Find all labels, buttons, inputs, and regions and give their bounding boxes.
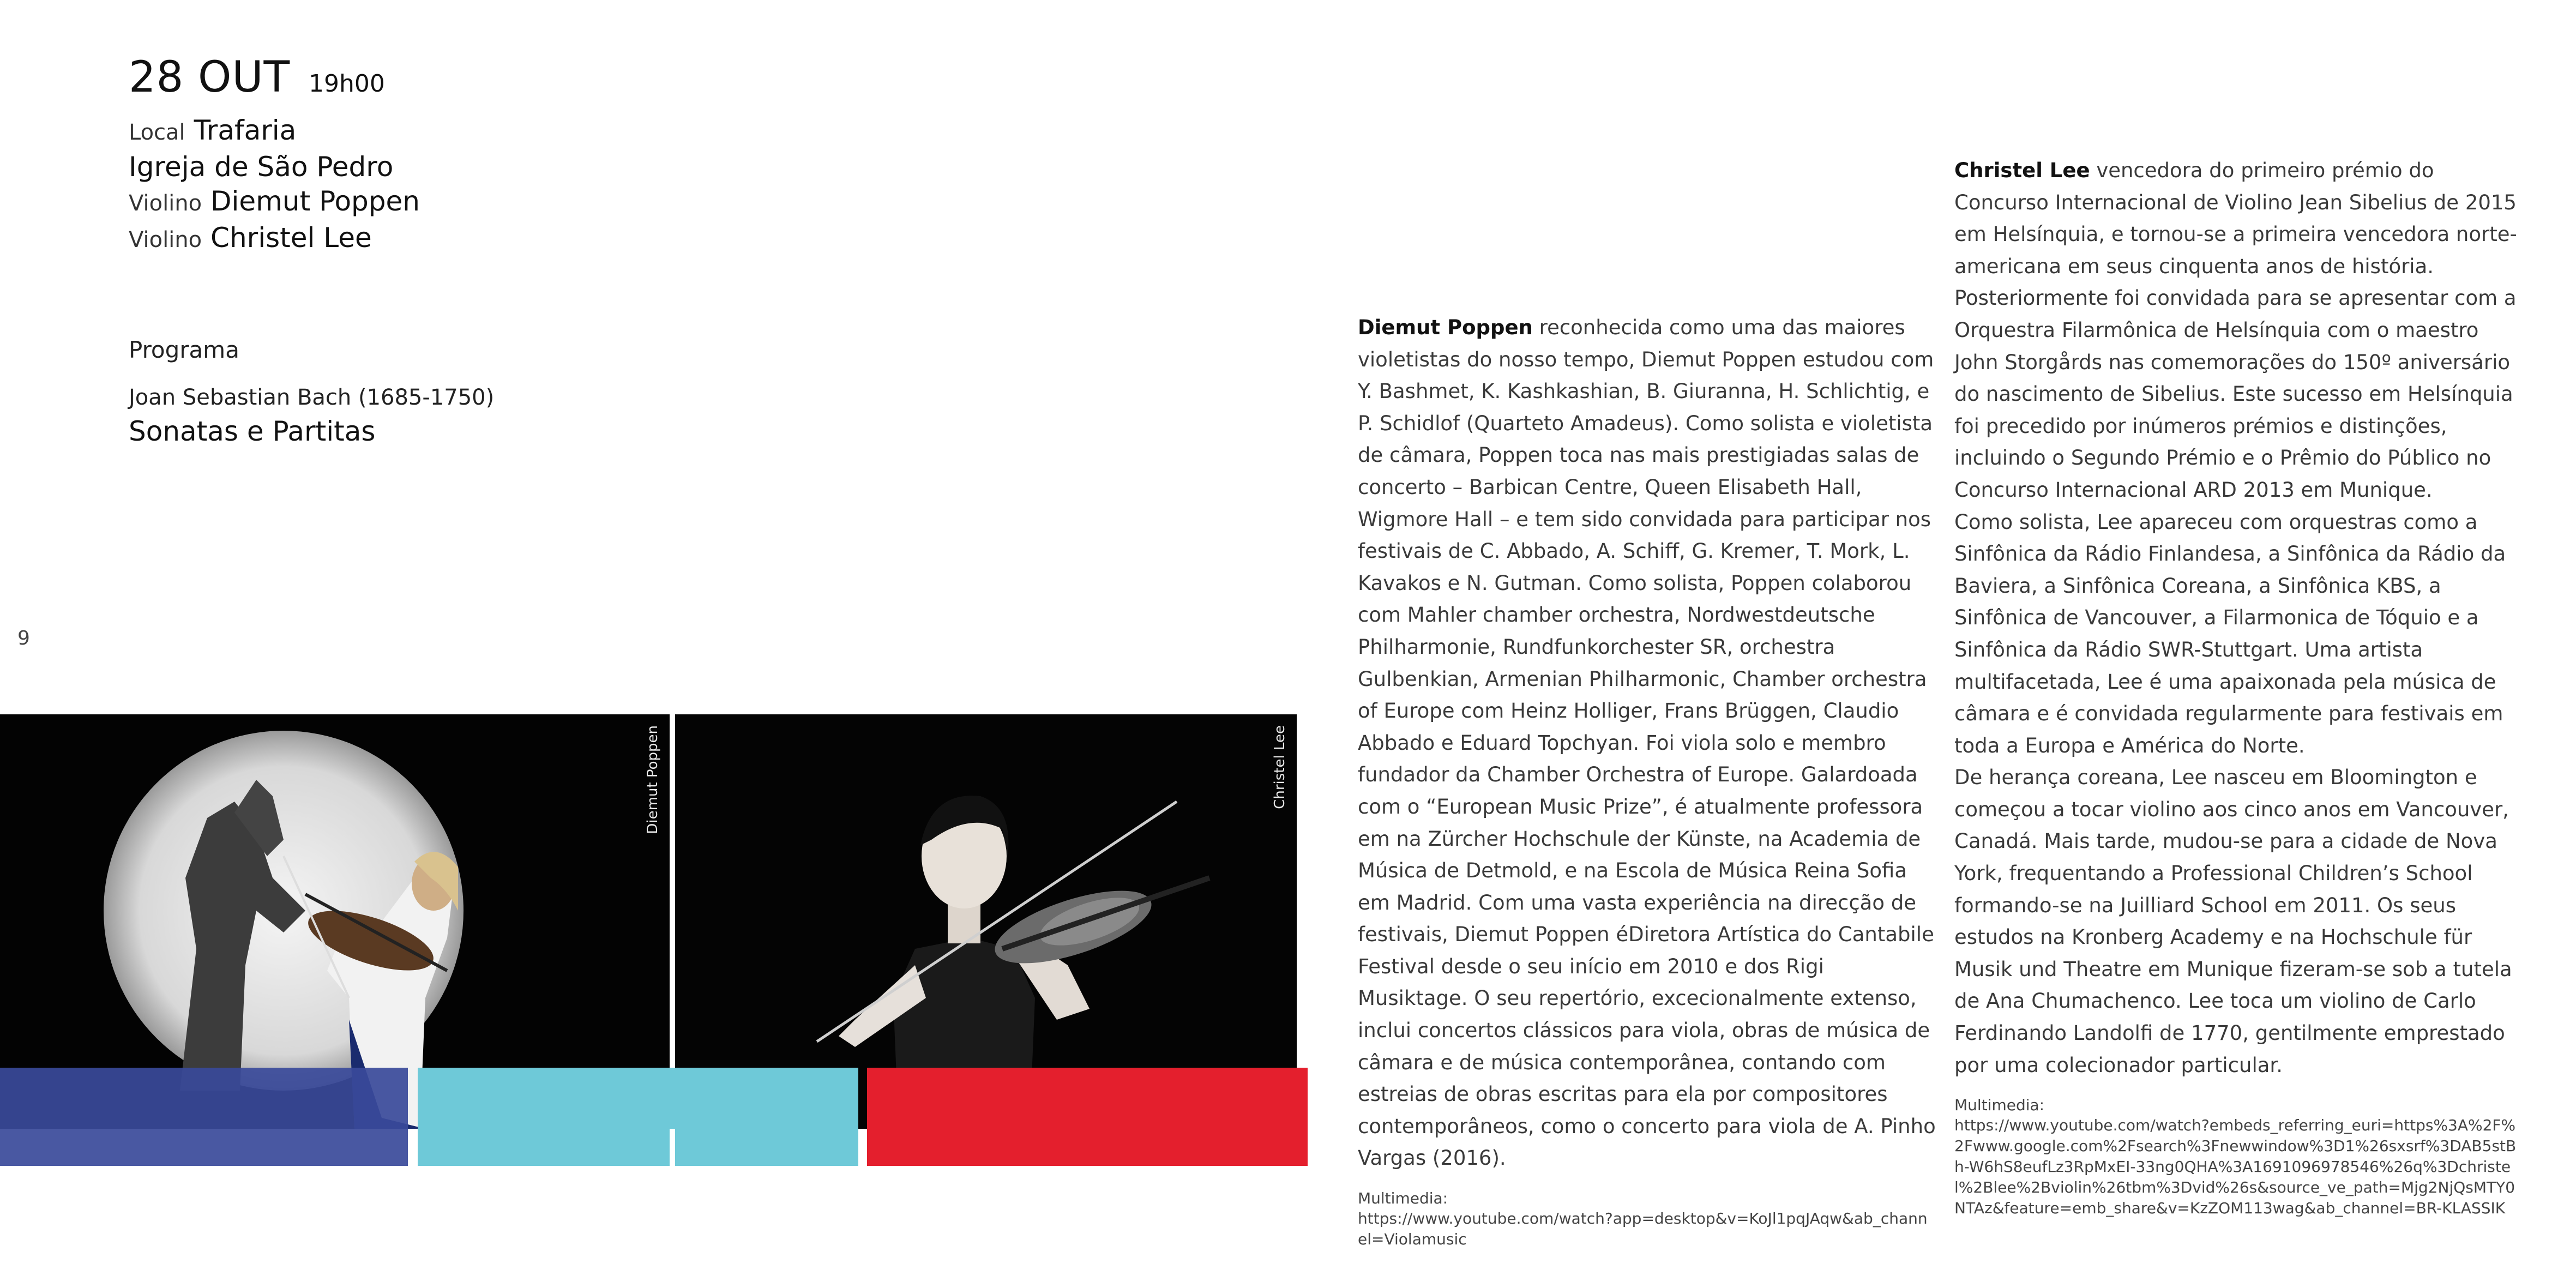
- bio-lee-p1: [1954, 155, 2521, 507]
- photo-1-illustration: [0, 714, 670, 1129]
- bio-lee-p2: Como solista, Lee apareceu com orquestras como a Sinfônica da Rádio Finlandesa, a Sinfônica da Rádio da Baviera, a Sinfônica Coreana, a Sinfônica KBS, a Sinfônica de Vancouver, a Filarmonica de Tóquio e a Sinfônica da Rádio SWR-Stuttgart. Uma artista multifacetada, Lee é uma apaixonada pela música de câmara e é convidada regularmente para festivais em toda a Europa e América do Norte.: [1954, 510, 2506, 757]
- location-label: Local: [129, 120, 185, 145]
- event-info: [129, 48, 420, 257]
- photo-1-credit: Diemut Poppen: [645, 725, 661, 834]
- decorative-bar-red: [867, 1068, 1308, 1166]
- photo-christel-lee: [675, 714, 1297, 1129]
- photo-2-credit: Christel Lee: [1272, 725, 1288, 809]
- event-date: 28 OUT: [129, 53, 291, 102]
- event-date-line: [129, 48, 420, 113]
- location-value: Trafaria: [194, 115, 297, 146]
- decorative-bar-cyan: [418, 1068, 858, 1166]
- decorative-bar-blue: [0, 1068, 408, 1166]
- photo-diemut-poppen: [0, 714, 670, 1129]
- performer-1: [129, 184, 420, 221]
- photo-2-illustration: [675, 714, 1297, 1129]
- multimedia-link-poppen[interactable]: https://www.youtube.com/watch?app=desktop&v=KoJl1pqJAqw&ab_channel=Violamusic: [1358, 1209, 1928, 1249]
- bio-poppen-name: Diemut Poppen: [1358, 316, 1533, 339]
- performer-2-name: Christel Lee: [210, 222, 372, 254]
- program-composer: Joan Sebastian Bach (1685-1750): [129, 385, 495, 410]
- bio-lee-body-1: vencedora do primeiro prémio do Concurso Internacional de Violino Jean Sibelius de 2015 em Helsínquia, e tornou-se a primeira vencedora norte-americana em seus cinquenta anos de história. Posteriormente foi convidada para se apresentar com a Orquestra Filarmônica de Helsínquia com o maestro John Storgårds nas comemorações do 150º aniversário do nascimento de Sibelius. Este sucesso em Helsínquia foi precedido por inúmeros prémios e distinções, incluindo o Segundo Prémio e o Prêmio do Público no Concurso Internacional ARD 2013 em Munique.: [1954, 159, 2517, 502]
- bar-divider: [670, 1129, 675, 1166]
- performer-2-instrument: Violino: [129, 227, 202, 252]
- event-time: 19h00: [308, 70, 385, 98]
- bio-lee-p3: De herança coreana, Lee nasceu em Bloomington e começou a tocar violino aos cinco anos em Vancouver, Canadá. Mais tarde, mudou-se para a cidade de Nova York, frequentando a Professional Children’s School formando-se na Juilliard School em 2011. Os seus estudos na Kronberg Academy e na Hochschule für Musik und Theatre em Munique fizeram-se sob a tutela de Ana Chumachenco. Lee toca um violino de Carlo Ferdinando Landolfi de 1770, gentilmente emprestado por uma colecionador particular.: [1954, 766, 2512, 1077]
- bio-poppen-body: reconhecida como uma das maiores violetistas do nosso tempo, Diemut Poppen estudou com Y. Bashmet, K. Kashkashian, B. Giuranna, H. Schlichtig, e P. Schidlof (Quarteto Amadeus). Como solista e violetista de câmara, Poppen toca nas mais prestigiadas salas de concerto – Barbican Centre, Queen Elisabeth Hall, Wigmore Hall – e tem sido convidada para participar nos festivais de C. Abbado, A. Schiff, G. Kremer, T. Mork, L. Kavakos e N. Gutman. Como solista, Poppen colaborou com Mahler chamber orchestra, Nordwestdeutsche Philharmonie, Rundfunkorchester SR, orchestra Gulbenkian, Armenian Philharmonic, Chamber orchestra of Europe com Heinz Holliger, Frans Brüggen, Claudio Abbado e Eduard Topchyan. Foi viola solo e membro fundador da Chamber Orchestra of Europe. Galardoada com o “European Music Prize”, é atualmente professora em na Zürcher Hochschule der Künste, na Academia de Música de Detmold, e na Escola de Música Reina Sofia em Madrid. Com uma vasta experiência na direcção de festivais, Diemut Poppen éDiretora Artística do Cantabile Festival desde o seu início em 2010 e dos Rigi Musiktage. O seu repertório, excecionalmente extenso, inclui concertos clássicos para viola, obras de música de câmara e de música contemporânea, contando com estreias de obras escritas para ela por compositores contemporâneos, como o concerto para viola de A. Pinho Vargas (2016).: [1358, 316, 1936, 1170]
- event-venue: Igreja de São Pedro: [129, 151, 394, 183]
- performer-2: [129, 221, 420, 257]
- bio-poppen-text: [1358, 312, 1936, 1175]
- multimedia-label-poppen: Multimedia:: [1358, 1189, 1448, 1208]
- multimedia-link-lee[interactable]: https://www.youtube.com/watch?embeds_referring_euri=https%3A%2F%2Fwww.google.com%2Fsearch%3Fnewwindow%3D1%26sxsrf%3DAB5stBh-W6hS8eufLz3RpMxEI-33ng0QHA%3A1691096978546%26q%3Dchristel%2Blee%2Bviolin%26tbm%3Dvid%26s&source_ve_path=Mjg2NjQsMTY0NTAz&feature=emb_share&v=KzZOM113wag&ab_channel=BR-KLASSIK: [1954, 1116, 2517, 1218]
- event-location: [129, 113, 420, 150]
- performer-1-instrument: Violino: [129, 191, 202, 216]
- bio-christel-lee: [1954, 155, 2521, 1219]
- multimedia-label-lee: Multimedia:: [1954, 1096, 2045, 1115]
- bio-lee-name: Christel Lee: [1954, 159, 2090, 182]
- page-number: 9: [17, 627, 30, 649]
- bio-diemut-poppen: [1358, 312, 1936, 1250]
- performer-1-name: Diemut Poppen: [210, 185, 420, 217]
- program-title: Programa: [129, 336, 239, 363]
- program-work: Sonatas e Partitas: [129, 416, 376, 447]
